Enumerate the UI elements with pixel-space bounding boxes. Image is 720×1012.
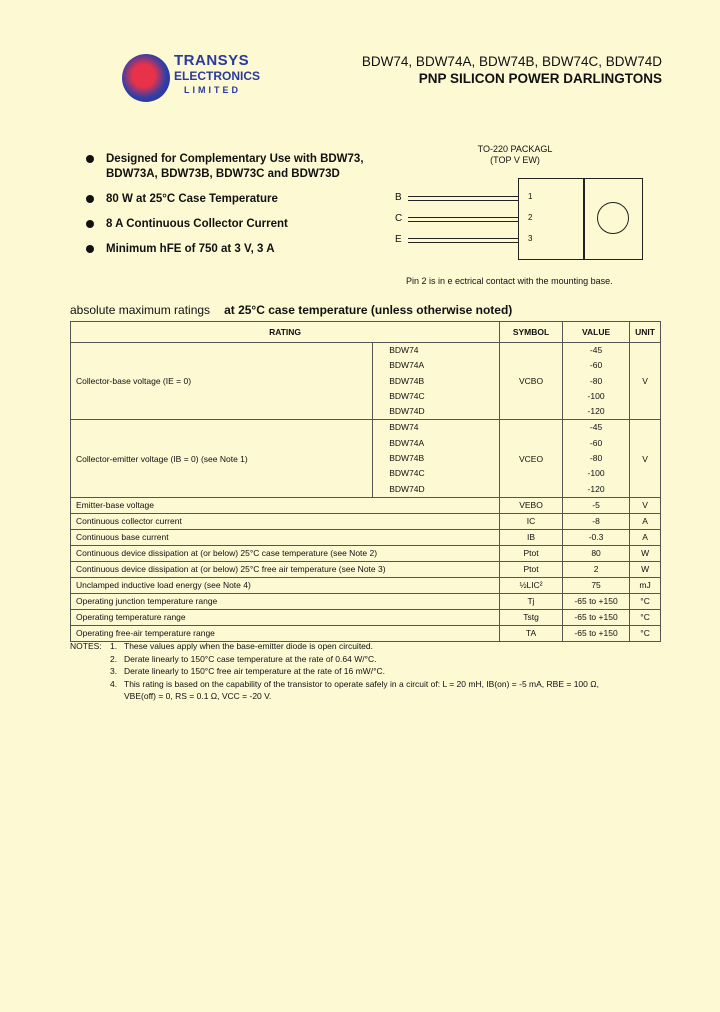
logo-line1: TRANSYS <box>174 52 250 69</box>
pin-number-1: 1 <box>528 192 533 201</box>
part-numbers: BDW74, BDW74A, BDW74B, BDW74C, BDW74D <box>361 54 662 69</box>
table-row: Emitter-base voltage VEBO -5 V <box>71 497 661 513</box>
bullet-icon <box>86 195 94 203</box>
lead-c <box>408 217 519 222</box>
feature-item: Designed for Complementary Use with BDW73, BDW73A, BDW73B, BDW73C and BDW73D <box>86 152 386 182</box>
mounting-hole-icon <box>597 202 629 234</box>
note-item-continuation: VBE(off) = 0, RS = 0.1 Ω, VCC = -20 V. <box>124 691 272 701</box>
ratings-table <box>70 321 661 642</box>
feature-item: 8 A Continuous Collector Current <box>86 217 386 232</box>
document-title <box>362 53 662 87</box>
logo-line2: ELECTRONICS <box>174 69 261 83</box>
feature-item: 80 W at 25°C Case Temperature <box>86 192 386 207</box>
lead-e <box>408 238 519 243</box>
pin-note: Pin 2 is in e ectrical contact with the mounting base. <box>406 276 613 286</box>
globe-icon <box>122 54 170 102</box>
col-rating: RATING <box>71 322 500 343</box>
notes-section <box>70 640 599 703</box>
logo-line3: LIMITED <box>184 85 241 95</box>
feature-item: Minimum hFE of 750 at 3 V, 3 A <box>86 242 386 257</box>
section-heading: absolute maximum ratings at 25°C case temperature (unless otherwise noted) <box>70 303 513 317</box>
feature-list <box>86 152 386 267</box>
table-row: Continuous device dissipation at (or below) 25°C case temperature (see Note 2) Ptot 80 W <box>71 545 661 561</box>
col-value: VALUE <box>562 322 629 343</box>
table-row: Continuous device dissipation at (or below) 25°C free air temperature (see Note 3) Ptot 2 W <box>71 561 661 577</box>
note-item: 4. This rating is based on the capability of the transistor to operate safely in a circuit of: L = 20 mH, IB(on) = -5 mA, RBE = 100 Ω, <box>110 678 599 689</box>
package-diagram <box>390 140 660 290</box>
table-row: Collector-base voltage (IE = 0) BDW74 BDW74A BDW74B BDW74C BDW74D VCBO -45 -60 -80 -100 -120 V <box>71 343 661 420</box>
bullet-icon <box>86 245 94 253</box>
pin-label-e: E <box>395 234 402 245</box>
package-caption: TO-220 PACKAGL (TOP V EW) <box>477 144 553 165</box>
table-row: Continuous base current IB -0.3 A <box>71 529 661 545</box>
table-row: Operating free-air temperature range TA -65 to +150 °C <box>71 625 661 641</box>
bullet-icon <box>86 220 94 228</box>
table-row: Unclamped inductive load energy (see Note 4) ½LIC² 75 mJ <box>71 577 661 593</box>
lead-b <box>408 196 519 201</box>
table-row: Operating junction temperature range Tj -65 to +150 °C <box>71 593 661 609</box>
table-row: Operating temperature range Tstg -65 to +150 °C <box>71 609 661 625</box>
pin-number-3: 3 <box>528 234 533 243</box>
pin-label-b: B <box>395 192 402 203</box>
note-item: 3. Derate linearly to 150°C free air temperature at the rate of 16 mW/°C. <box>110 666 385 676</box>
col-symbol: SYMBOL <box>500 322 563 343</box>
bullet-icon <box>86 155 94 163</box>
table-row: Continuous collector current IC -8 A <box>71 513 661 529</box>
col-unit: UNIT <box>630 322 661 343</box>
company-logo <box>118 48 261 112</box>
pin-label-c: C <box>395 213 403 224</box>
note-item: 2. Derate linearly to 150°C case temperature at the rate of 0.64 W/°C. <box>110 653 377 664</box>
table-header-row <box>71 322 661 343</box>
note-item: NOTES: 1. These values apply when the base-emitter diode is open circuited. <box>70 641 374 651</box>
device-description: PNP SILICON POWER DARLINGTONS <box>418 71 662 86</box>
pin-number-2: 2 <box>528 213 533 222</box>
table-row: Collector-emitter voltage (IB = 0) (see Note 1) BDW74 BDW74A BDW74B BDW74C BDW74D VCEO -45 -60 -80 -100 -120 V <box>71 420 661 497</box>
